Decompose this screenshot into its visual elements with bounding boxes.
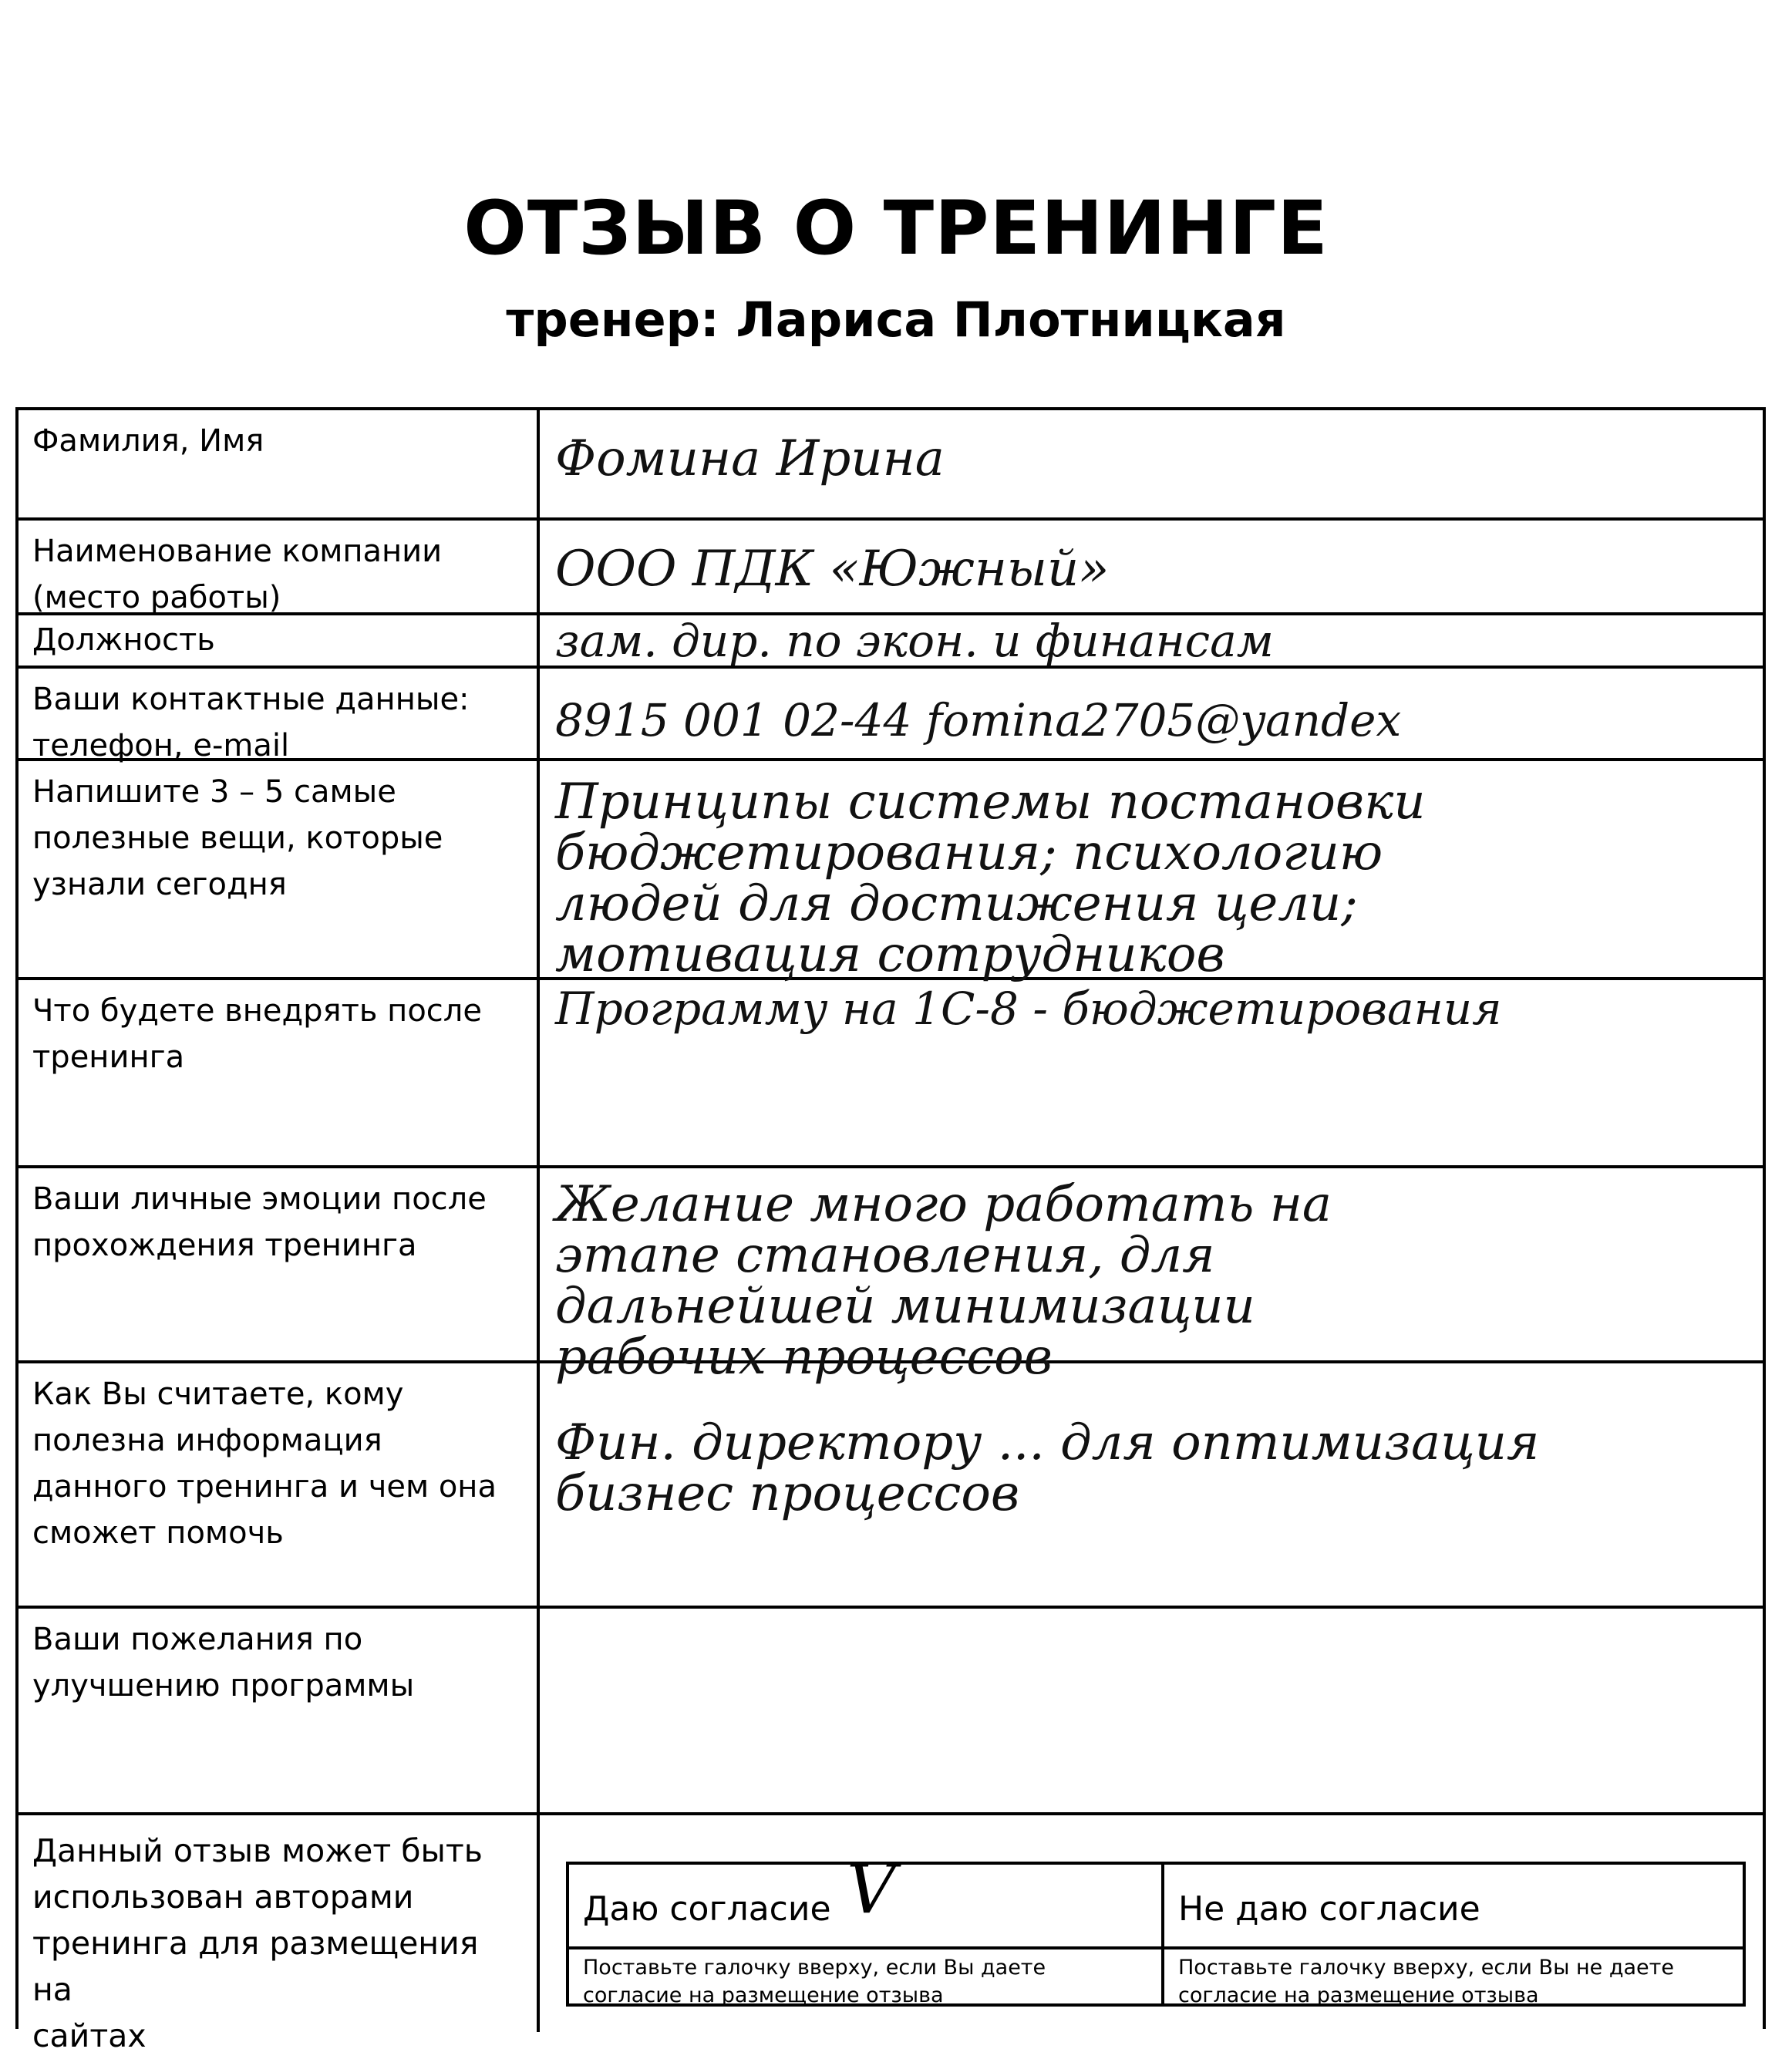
row-useful-things (19, 761, 1763, 983)
field-position[interactable]: зам. дир. по экон. и финансам (555, 615, 1274, 667)
field-name[interactable]: Фомина Ирина (555, 430, 945, 487)
label-emotions: Ваши личные эмоции после прохождения тренинга (19, 1168, 540, 1360)
row-consent (19, 1815, 1763, 2054)
field-contacts[interactable]: 8915 001 02-44 fomina2705@yandex (555, 694, 1402, 746)
row-implement (19, 980, 1763, 1168)
row-position (19, 615, 1763, 669)
form-subtitle: тренер: Лариса Плотницкая (506, 291, 1286, 348)
field-wishes[interactable] (540, 1609, 1763, 1812)
field-implement[interactable]: Программу на 1С-8 - бюджетирования (555, 982, 1502, 1035)
label-wishes: Ваши пожелания по улучшению программы (19, 1609, 540, 1812)
consent-checkmark: V (847, 1849, 896, 1929)
label-name: Фамилия, Имя (19, 410, 540, 517)
consent-disagree-label: Не даю согласие (1164, 1865, 1743, 1949)
feedback-table (15, 407, 1766, 2054)
label-contacts: Ваши контактные данные: телефон, e-mail (19, 669, 540, 758)
field-usefulness[interactable]: Фин. директору ... для оптимизация бизнес процессов (555, 1414, 1540, 1522)
row-company (19, 521, 1763, 615)
row-emotions (19, 1168, 1763, 1386)
label-useful-things: Напишите 3 – 5 самые полезные вещи, которые узнали сегодня (19, 761, 540, 977)
field-useful-things[interactable]: Принципы системы постановки бюджетирования; психологию людей для достижения цели; мотивация сотрудников (555, 773, 1426, 983)
field-emotions[interactable]: Желание много работать на этапе становления, для дальнейшей минимизации рабочих процессов (555, 1176, 1332, 1386)
form-title: ОТЗЫВ О ТРЕНИНГЕ (463, 185, 1329, 271)
consent-disagree-cell[interactable] (1164, 1865, 1743, 2007)
consent-agree-note: Поставьте галочку вверху, если Вы даете согласие на размещение отзыва (583, 1956, 1046, 2007)
consent-table (566, 1849, 1746, 2007)
consent-agree-label: Даю согласие (569, 1865, 1161, 1949)
label-consent: Данный отзыв может быть использован авторами тренинга для размещения на сайтах (19, 1815, 540, 2032)
label-company: Наименование компании (место работы) (19, 521, 540, 612)
consent-agree-cell[interactable] (569, 1849, 1164, 2007)
row-name (19, 410, 1763, 521)
field-company[interactable]: ООО ПДК «Южный» (555, 541, 1110, 598)
row-contacts (19, 669, 1763, 761)
row-wishes (19, 1609, 1763, 1815)
label-usefulness: Как Вы считаете, кому полезна информация данного тренинга и чем она сможет помочь (19, 1363, 540, 1606)
consent-disagree-note: Поставьте галочку вверху, если Вы не даете согласие на размещение отзыва (1178, 1956, 1674, 2007)
label-position: Должность (19, 615, 540, 666)
row-usefulness (19, 1363, 1763, 1609)
label-implement: Что будете внедрять после тренинга (19, 980, 540, 1165)
